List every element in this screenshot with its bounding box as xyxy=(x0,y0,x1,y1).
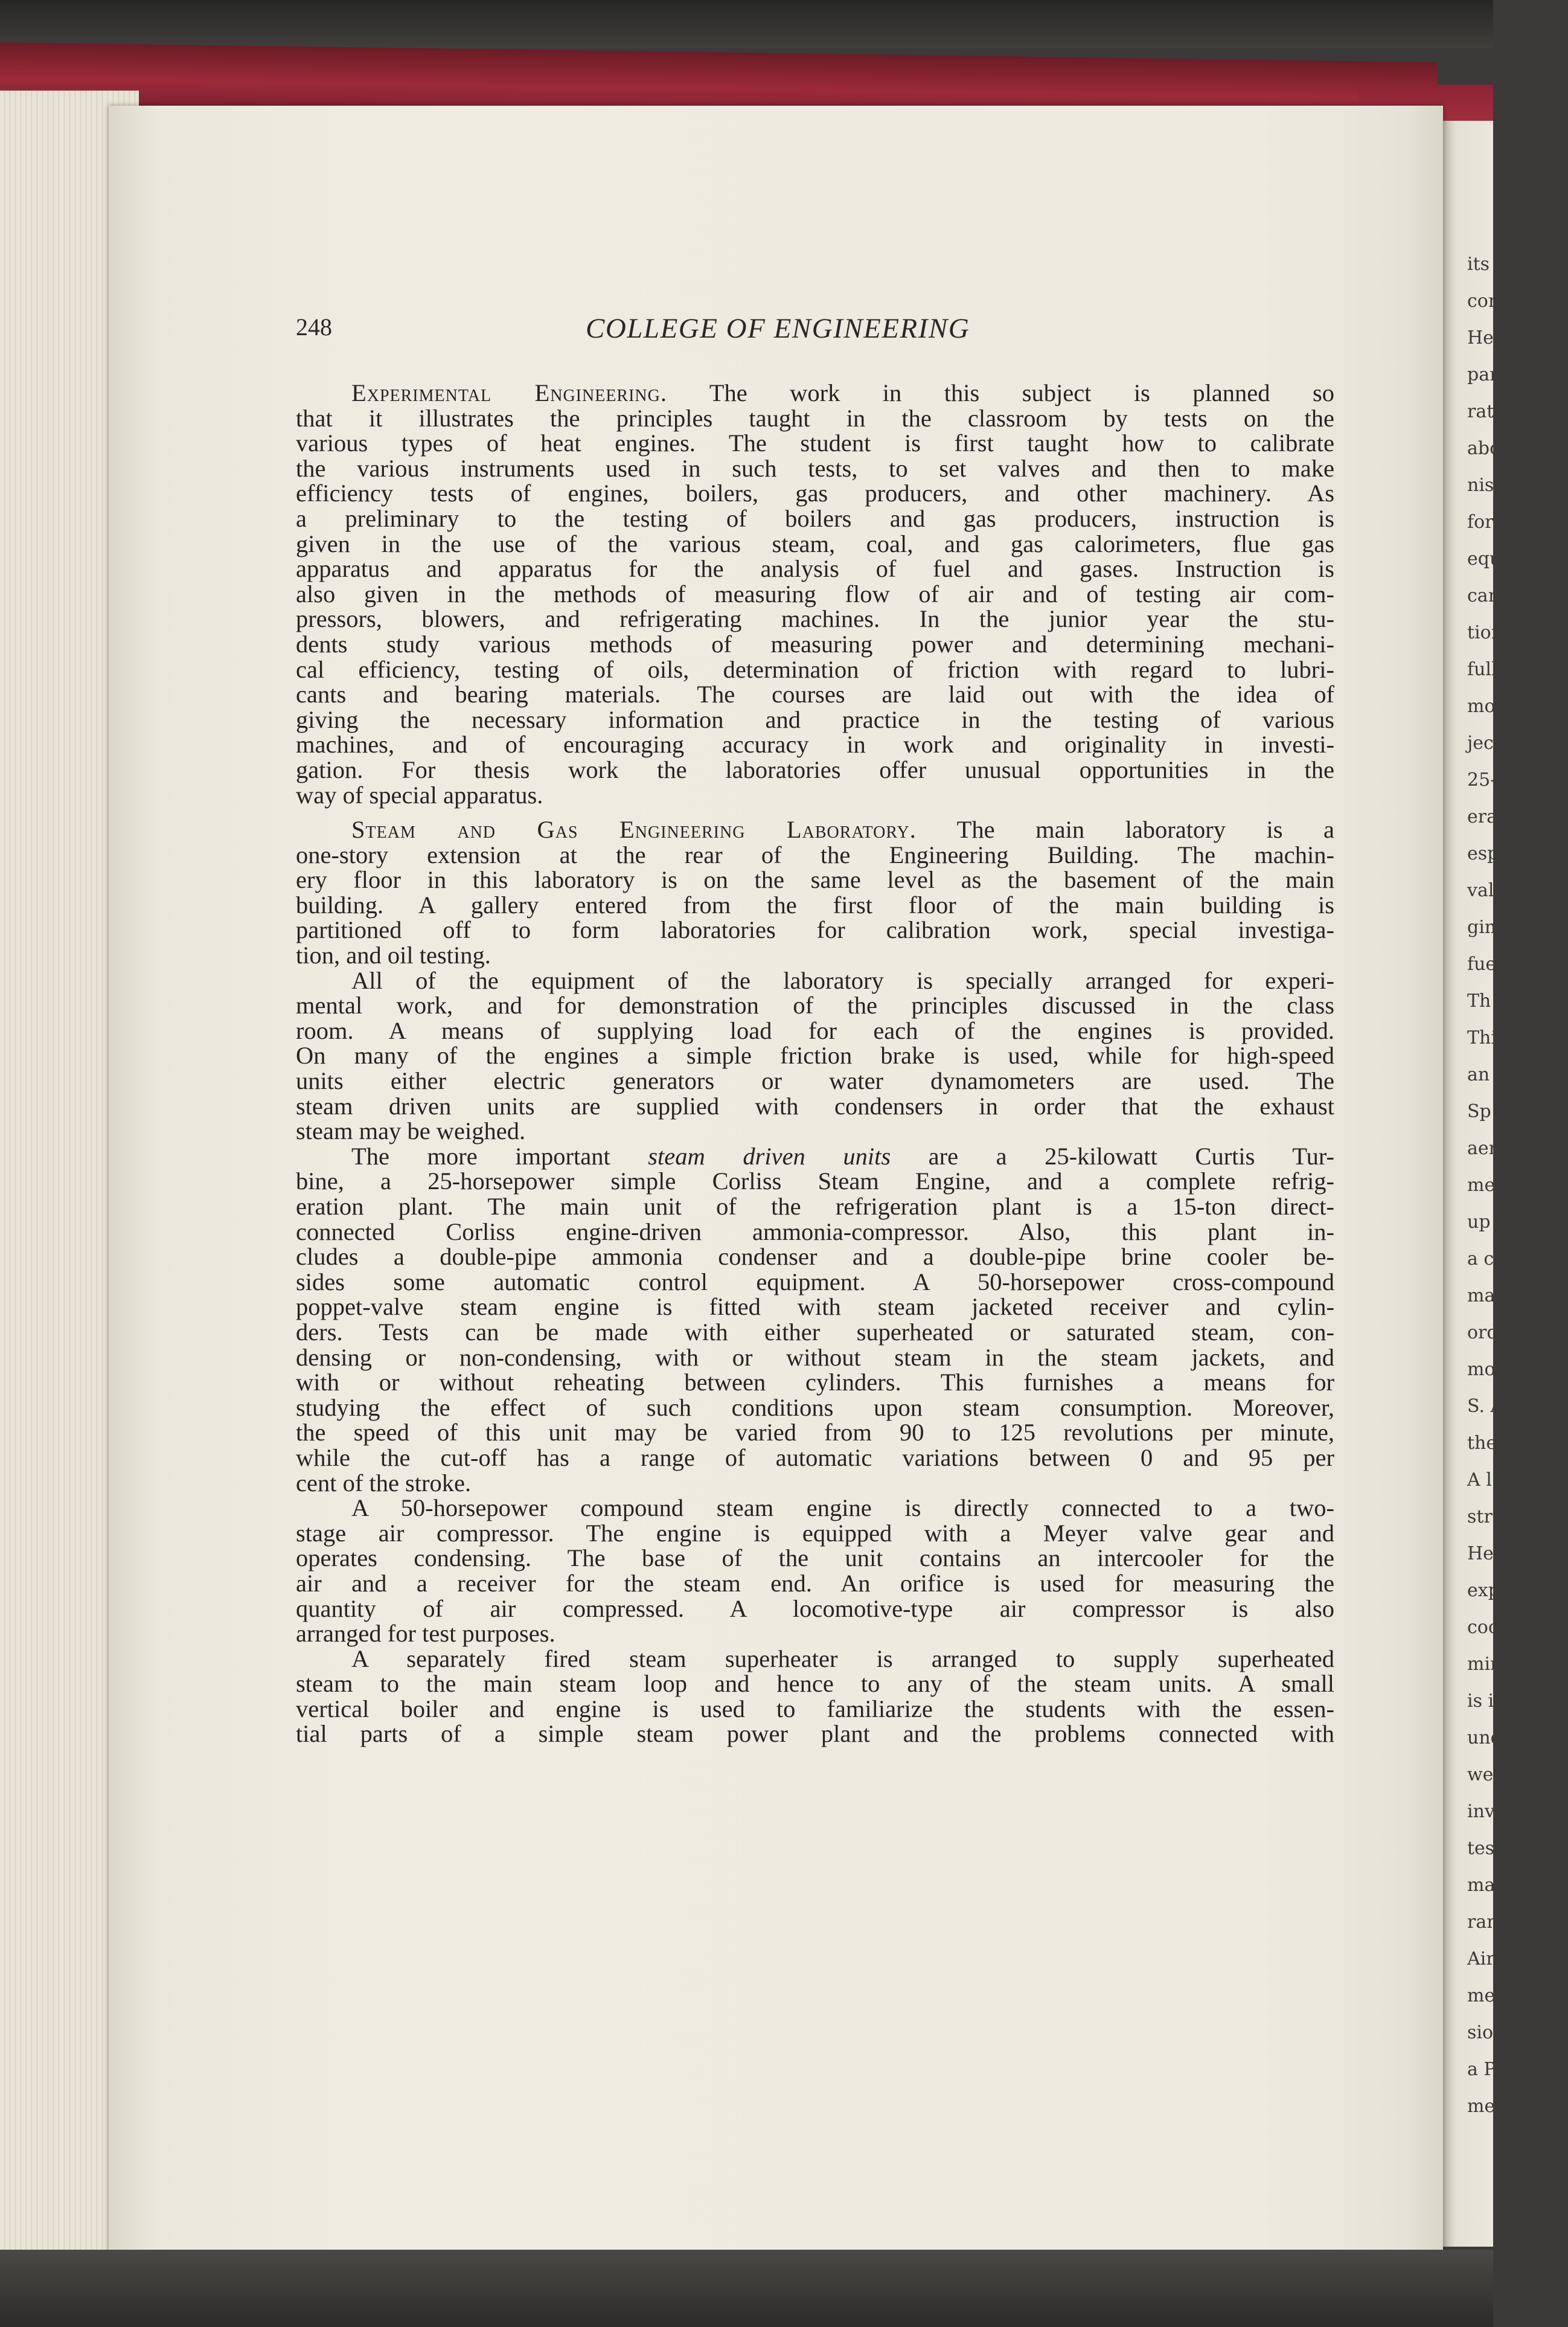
text-line: cants and bearing materials. The courses are laid out with the idea of xyxy=(296,681,1334,708)
facing-page-text-fragment: test. Th xyxy=(1467,1838,1537,1859)
text-line: quantity of air compressed. A locomotive-type air compressor is also xyxy=(296,1594,1334,1622)
facing-page-text-fragment: fuels xyxy=(1467,954,1512,975)
facing-page-text-fragment: methods xyxy=(1467,1985,1546,2006)
text-line: The more important steam driven units are a 25-kilowatt Curtis Tur- xyxy=(351,1142,1334,1170)
facing-page-text-fragment: par xyxy=(1467,364,1499,385)
facing-page-text-fragment: strate t xyxy=(1467,1506,1535,1527)
facing-page-text-fragment: weather xyxy=(1467,1764,1543,1785)
section-heading: Experimental Engineering. xyxy=(351,379,667,406)
facing-page-text-fragment: A l xyxy=(1467,1469,1492,1491)
paragraph-steam-driven-units xyxy=(296,1144,1334,1495)
facing-page-text-fragment: up to xyxy=(1467,1212,1515,1233)
text-line: the various instruments used in such tests, to set valves and then to make xyxy=(296,454,1334,482)
text-line: one-story extension at the rear of the Engineering Building. The machin- xyxy=(296,841,1334,868)
facing-page-text-fragment: Air m xyxy=(1467,1948,1518,1969)
text-line: a preliminary to the testing of boilers and gas producers, instruction is xyxy=(296,504,1334,532)
facing-page-text-fragment: rato xyxy=(1467,401,1505,422)
facing-page-text-fragment: ranged fo xyxy=(1467,1911,1556,1933)
facing-page-text-fragment: metering d xyxy=(1467,2096,1568,2117)
text-line: A separately fired steam superheater is arranged to supply superheated xyxy=(351,1645,1334,1672)
facing-page-text-fragment: Hea xyxy=(1467,327,1505,348)
facing-page-text-fragment: its xyxy=(1467,254,1490,275)
facing-page-text-fragment: under v xyxy=(1467,1727,1538,1748)
facing-page-text-fragment: investigat xyxy=(1467,1801,1558,1822)
facing-page-text-fragment: erate xyxy=(1467,806,1515,827)
text-line: operates condensing. The base of the unit contains an intercooler for the xyxy=(296,1544,1334,1572)
text-line: ery floor in this laboratory is on the same level as the basement of the main xyxy=(296,866,1334,894)
facing-page-text-fragment: nish xyxy=(1467,475,1506,496)
text-line: arranged for test purposes. xyxy=(296,1620,555,1648)
paragraph-superheater xyxy=(296,1646,1334,1747)
facing-page-text-fragment: a calib xyxy=(1467,1248,1528,1269)
text-line: All of the equipment of the laboratory is specially arranged for experi- xyxy=(351,966,1334,994)
facing-page-text-fragment: 25-ho xyxy=(1467,769,1519,791)
text-line: bine, a 25-horsepower simple Corliss Steam Engine, and a complete refrig- xyxy=(296,1167,1334,1195)
text-line: vertical boiler and engine is used to familiarize the students with the essen- xyxy=(296,1695,1334,1722)
facing-page-text-fragment: valves xyxy=(1467,880,1525,901)
facing-page-text-fragment: a Pitot tu xyxy=(1467,2059,1552,2080)
text-line: machines, and of encouraging accuracy in work and originality in investi- xyxy=(296,731,1334,759)
text-line: gation. For thesis work the laboratories offer unusual opportunities in the xyxy=(296,756,1334,783)
facing-page-text-fragment: minator xyxy=(1467,1654,1540,1675)
text-line: dents study various methods of measuring power and determining mechani- xyxy=(296,630,1334,658)
text-line: efficiency tests of engines, boilers, gas producers, and other machinery. As xyxy=(296,480,1334,507)
text-line: air and a receiver for the steam end. An orifice is used for measuring the xyxy=(296,1569,1334,1597)
running-title: COLLEGE OF ENGINEERING xyxy=(586,313,970,344)
text-line: steam to the main steam loop and hence to any of the steam units. A small xyxy=(296,1670,1334,1698)
facing-page-text-fragment: aerople xyxy=(1467,1138,1537,1159)
text-line: also given in the methods of measuring flow of air and of testing air com- xyxy=(296,580,1334,608)
text-line: way of special apparatus. xyxy=(296,781,543,809)
text-line: Experimental Engineering. The work in this subject is planned so xyxy=(351,379,1334,406)
text-line: poppet-valve steam engine is fitted with steam jacketed receiver and cylin- xyxy=(296,1293,1334,1321)
facing-page-text-fragment: tions xyxy=(1467,622,1512,643)
facing-page-text-fragment: an air xyxy=(1467,1064,1521,1085)
facing-page-text-fragment: equi xyxy=(1467,548,1507,570)
paragraph-experimental-engineering xyxy=(296,380,1334,807)
facing-page-text-fragment: for xyxy=(1467,512,1494,533)
body-text xyxy=(296,380,1334,1747)
text-line: Steam and Gas Engineering Laboratory. The main laboratory is a xyxy=(351,816,1334,844)
facing-page-text-fragment: S. A. E xyxy=(1467,1396,1529,1417)
facing-page-text-fragment: cooling xyxy=(1467,1617,1534,1638)
text-line: tion, and oil testing. xyxy=(296,942,491,969)
facing-page-text-fragment: the desi xyxy=(1467,1433,1540,1454)
facing-page-text-fragment: maintaini xyxy=(1467,1875,1554,1896)
text-line: given in the use of the various steam, coal, and gas calorimeters, flue gas xyxy=(296,530,1334,557)
text-line: densing or non-condensing, with or without steam in the steam jackets, and xyxy=(296,1343,1334,1371)
text-line: studying the effect of such conditions upon steam consumption. Moreover, xyxy=(296,1393,1334,1421)
text-line: the speed of this unit may be varied from 90 to 125 revolutions per minute, xyxy=(296,1419,1334,1446)
text-line: that it illustrates the principles taught in the classroom by tests on the xyxy=(296,404,1334,432)
facing-page-text-fragment: meter xyxy=(1467,1175,1522,1196)
text-line: various types of heat engines. The student is first taught how to calibrate xyxy=(296,429,1334,457)
paragraph-compound-engine xyxy=(296,1495,1334,1646)
facing-page-text-fragment: This xyxy=(1467,1027,1506,1048)
facing-page-text-fragment: com xyxy=(1467,290,1506,312)
text-line: sides some automatic control equipment. A 50-horsepower cross-compound xyxy=(296,1268,1334,1295)
section-heading: Steam and Gas Engineering Laboratory. xyxy=(351,816,917,844)
facing-page-text-fragment: especi xyxy=(1467,843,1526,864)
text-line: cent of the stroke. xyxy=(296,1469,472,1497)
facing-page-text-fragment: mode xyxy=(1467,696,1518,717)
facing-page-text-fragment: mobile xyxy=(1467,1359,1529,1380)
facing-page-text-fragment: Sp xyxy=(1467,1101,1491,1122)
text-line: while the cut-off has a range of automatic variations between 0 and 95 per xyxy=(296,1443,1334,1471)
scan-background-top xyxy=(0,0,1493,48)
text-line: mental work, and for demonstration of the principles discussed in the class xyxy=(296,992,1334,1019)
text-line: eration plant. The main unit of the refrigeration plant is a 15-ton direct- xyxy=(296,1193,1334,1220)
facing-page-text-fragment: He xyxy=(1467,1543,1494,1564)
emphasis-text: steam driven units xyxy=(648,1142,891,1170)
page-number: 248 xyxy=(296,313,332,341)
scan-background-bottom xyxy=(0,2250,1493,2327)
text-line: cludes a double-pipe ammonia condenser and a double-pipe brine cooler be- xyxy=(296,1243,1334,1271)
facing-page-text-fragment: gine xyxy=(1467,917,1507,938)
facing-page-text-fragment: many xyxy=(1467,1285,1517,1306)
text-line: room. A means of supplying load for each of the engines is provided. xyxy=(296,1016,1334,1044)
text-line: stage air compressor. The engine is equipped with a Meyer valve gear and xyxy=(296,1519,1334,1547)
text-line: A 50-horsepower compound steam engine is directly connected to a two- xyxy=(351,1494,1334,1522)
text-line: cal efficiency, testing of oils, determination of friction with regard to lubri- xyxy=(296,655,1334,683)
text-line: apparatus and apparatus for the analysis of fuel and gases. Instruction is xyxy=(296,555,1334,583)
facing-page-text-fragment: carri xyxy=(1467,585,1511,606)
paragraph-steam-gas-laboratory xyxy=(296,817,1334,968)
text-line: ders. Tests can be made with either superheated or saturated steam, con- xyxy=(296,1318,1334,1346)
text-line: partitioned off to form laboratories for calibration work, special investiga- xyxy=(296,916,1334,944)
text-line: units either electric generators or water dynamometers are used. The xyxy=(296,1067,1334,1095)
text-line: with or without reheating between cylinders. This furnishes a means for xyxy=(296,1369,1334,1396)
facing-page-text-fragment: is install xyxy=(1467,1690,1544,1712)
facing-page-text-fragment: Th xyxy=(1467,990,1491,1012)
text-line: steam driven units are supplied with condensers in order that the exhaust xyxy=(296,1092,1334,1120)
text-line: steam may be weighed. xyxy=(296,1117,526,1145)
facing-page-text-fragment: jecte xyxy=(1467,733,1512,754)
text-line: pressors, blowers, and refrigerating machines. In the junior year the stu- xyxy=(296,605,1334,633)
facing-page-text-fragment: abov xyxy=(1467,438,1511,459)
facing-page-text-fragment: experim xyxy=(1467,1580,1543,1601)
facing-page xyxy=(1443,121,1568,2247)
text-line: building. A gallery entered from the first floor of the main building is xyxy=(296,891,1334,919)
text-line: giving the necessary information and practice in the testing of various xyxy=(296,705,1334,733)
facing-page-text-fragment: order t xyxy=(1467,1322,1531,1343)
text-line: connected Corliss engine-driven ammonia-compressor. Also, this plant in- xyxy=(296,1218,1334,1245)
text-line: On many of the engines a simple friction brake is used, while for high-speed xyxy=(296,1042,1334,1070)
facing-page-text-fragment: full xyxy=(1467,659,1497,680)
paragraph-equipment xyxy=(296,968,1334,1144)
text-line: tial parts of a simple steam power plant and the problems connected with xyxy=(296,1720,1334,1748)
facing-page-text-fragment: sion and xyxy=(1467,2022,1545,2043)
